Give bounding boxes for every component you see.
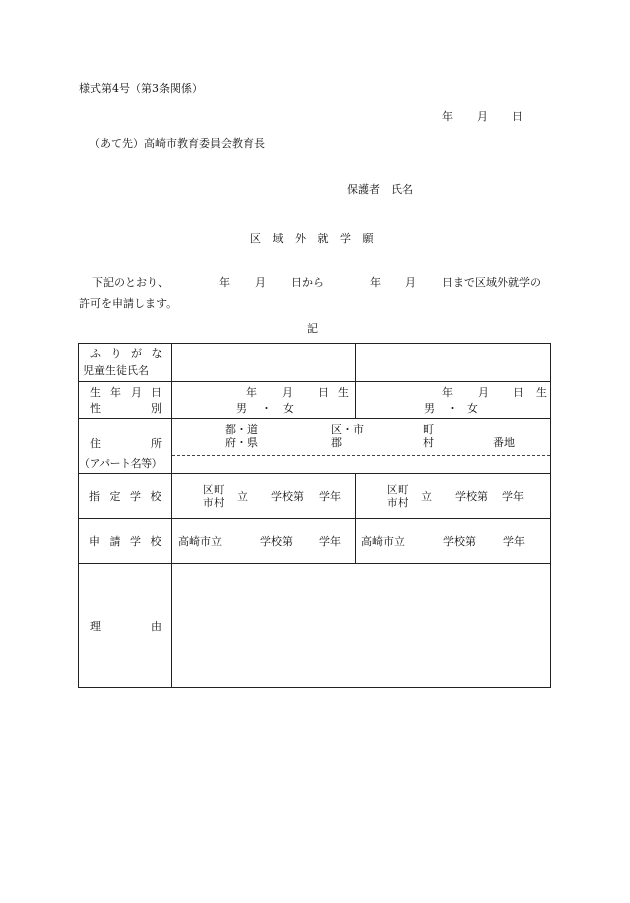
designated-grade-1: 学年 <box>319 490 341 503</box>
apartment-label: （アパート名等） <box>79 457 163 470</box>
dob-day-1: 日 <box>318 386 329 399</box>
ku-2: 区 <box>387 484 398 496</box>
dob-label-2: 年 <box>110 386 121 399</box>
body-until-year: 年 <box>370 276 381 289</box>
designated-school-1: 学校第 <box>271 490 304 503</box>
reason-label-1: 理 <box>90 620 101 633</box>
designated-school-label: 指 定 学 校 <box>89 490 165 503</box>
ritsu-1: 立 <box>237 490 248 503</box>
gender-dot-2: ・ <box>447 402 458 415</box>
shi-2: 市 <box>387 497 398 509</box>
city-bottom: 郡 <box>331 436 342 449</box>
requested-grade-2: 学年 <box>503 535 525 548</box>
form-number: 様式第4号（第3条関係） <box>79 82 203 95</box>
machi-2: 町 <box>398 484 409 496</box>
requested-school-label: 申 請 学 校 <box>89 535 165 548</box>
page-title: 区 域 外 就 学 願 <box>250 232 378 245</box>
date-day-label: 日 <box>512 110 523 123</box>
requested-school-2: 学校第 <box>443 535 476 548</box>
dob-label-4: 日 <box>151 386 162 399</box>
gender-male-1[interactable]: 男 <box>236 402 247 415</box>
mura-1: 村 <box>214 497 225 509</box>
ritsu-2: 立 <box>421 490 432 503</box>
designated-school-2: 学校第 <box>455 490 488 503</box>
prefecture-top: 都・道 <box>225 423 258 436</box>
town-top: 町 <box>423 423 434 436</box>
banchi-label: 番地 <box>493 436 515 449</box>
mura-2: 村 <box>398 497 409 509</box>
dob-label-3: 月 <box>131 386 142 399</box>
gender-male-2[interactable]: 男 <box>424 402 435 415</box>
requested-school-1: 学校第 <box>260 535 293 548</box>
gender-female-1[interactable]: 女 <box>283 402 294 415</box>
dob-month-1: 月 <box>282 386 293 399</box>
dob-day-2: 日 <box>513 386 524 399</box>
body-lead: 下記のとおり、 <box>92 276 169 289</box>
body-from-year: 年 <box>219 276 230 289</box>
reason-field[interactable] <box>172 564 550 687</box>
body-from-day: 日から <box>291 276 324 289</box>
gender-female-2[interactable]: 女 <box>467 402 478 415</box>
addressee: （あて先）高崎市教育委員会教育長 <box>89 137 265 150</box>
town-bottom: 村 <box>423 436 434 449</box>
gender-dot-1: ・ <box>261 402 272 415</box>
guardian-name-label: 保護者 氏名 <box>347 183 413 196</box>
student-name-field-1[interactable] <box>172 344 355 381</box>
date-month-label: 月 <box>477 110 488 123</box>
machi-1: 町 <box>214 484 225 496</box>
requested-city-2: 高崎市立 <box>361 535 405 548</box>
shi-1: 市 <box>203 497 214 509</box>
city-top: 区・市 <box>331 423 364 436</box>
dob-year-2: 年 <box>442 386 453 399</box>
requested-city-1: 高崎市立 <box>178 535 222 548</box>
date-year-label: 年 <box>442 110 453 123</box>
gender-label-2: 別 <box>151 402 162 415</box>
designated-grade-2: 学年 <box>502 490 524 503</box>
gender-label-1: 性 <box>90 402 101 415</box>
dob-birth-2: 生 <box>536 386 547 399</box>
requested-grade-1: 学年 <box>319 535 341 548</box>
reason-label-2: 由 <box>151 620 162 633</box>
address-label-1: 住 <box>90 437 101 450</box>
dob-month-2: 月 <box>478 386 489 399</box>
body-from-month: 月 <box>255 276 266 289</box>
furigana-label: ふ り が な <box>90 347 166 360</box>
body-until-day: 日まで区域外就学の <box>442 276 541 289</box>
apartment-field[interactable] <box>172 456 550 473</box>
student-name-label: 児童生徒氏名 <box>83 364 149 377</box>
address-label-2: 所 <box>151 437 162 450</box>
dob-label-1: 生 <box>90 386 101 399</box>
dob-year-1: 年 <box>246 386 257 399</box>
ku-1: 区 <box>203 484 214 496</box>
prefecture-bottom: 府・県 <box>225 436 258 449</box>
dob-birth-1: 生 <box>338 386 349 399</box>
student-name-field-2[interactable] <box>356 344 550 381</box>
body-until-month: 月 <box>405 276 416 289</box>
ki-label: 記 <box>307 322 318 335</box>
address-field[interactable] <box>172 419 550 455</box>
body-line2: 許可を申請します。 <box>79 297 178 310</box>
